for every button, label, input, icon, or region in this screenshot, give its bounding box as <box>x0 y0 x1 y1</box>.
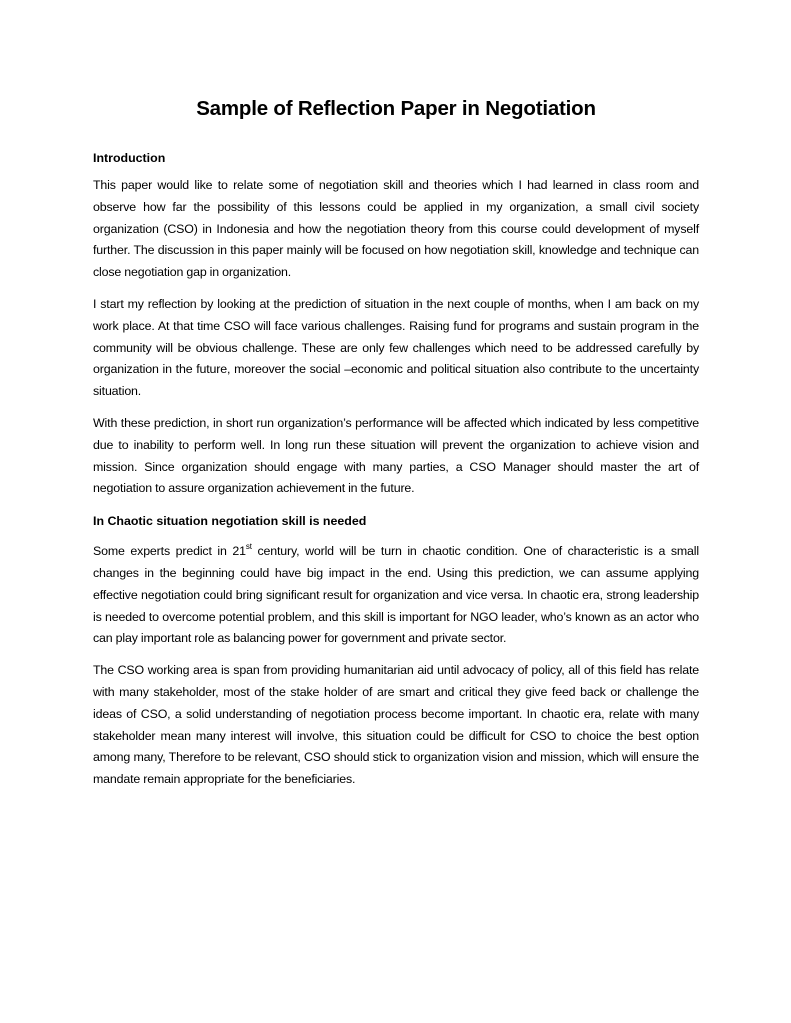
section-heading-introduction: Introduction <box>93 151 166 165</box>
ordinal-superscript: st <box>245 542 252 552</box>
section-heading-chaotic-situation: In Chaotic situation negotiation skill is needed <box>93 514 367 529</box>
chaotic-situation-paragraph-2: The CSO working area is span from providing humanitarian aid until advocacy of policy, all of this field has relate with many stakeholder, most of the stake holder of are smart and critical they give feed back or challenge the ideas of CSO, a solid understanding of negotiation process become important. In chaotic era, relate with many stakeholder mean many interest will involve, this situation could be difficult for CSO to choice the best option among many, Therefore to be relevant, CSO should stick to organization vision and mission, which will ensure the mandate remain appropriate for the beneficiaries. <box>93 663 699 787</box>
chaotic-situation-paragraph-1 <box>93 541 699 650</box>
introduction-paragraph-2: I start my reflection by looking at the prediction of situation in the next couple of months, when I am back on my work place. At that time CSO will face various challenges. Raising fund for programs and sustain program in the community will be obvious challenge. These are only few challenges which need to be addressed carefully by organization in the future, moreover the social –economic and political situation also contribute to the uncertainty situation. <box>93 296 699 399</box>
introduction-paragraph-1: This paper would like to relate some of negotiation skill and theories which I had learned in class room and observe how far the possibility of this lessons could be applied in my organization, a small civil society organization (CSO) in Indonesia and how the negotiation theory from this course could development of myself further. The discussion in this paper mainly will be focused on how negotiation skill, knowledge and technique can close negotiation gap in organization. <box>93 178 699 280</box>
paragraph-text-after-superscript: century, world will be turn in chaotic condition. One of characteristic is a small changes in the beginning could have big impact in the end. Using this prediction, we can assume applying effective negotiation could bring significant result for organization and vice versa. In chaotic era, strong leadership is needed to overcome potential problem, and this skill is important for NGO leader, who’s known as an actor who can play important role as balancing power for government and private sector. <box>93 544 699 646</box>
paragraph-text-before-superscript: Some experts predict in 21 <box>93 544 246 559</box>
document-title: Sample of Reflection Paper in Negotiation <box>196 97 596 120</box>
introduction-paragraph-3: With these prediction, in short run organization’s performance will be affected which indicated by less competitive due to inability to perform well. In long run these situation will prevent the organization to achieve vision and mission. Since organization should engage with many parties, a CSO Manager should master the art of negotiation to assure organization achievement in the future. <box>93 415 699 496</box>
document-body <box>93 94 699 791</box>
